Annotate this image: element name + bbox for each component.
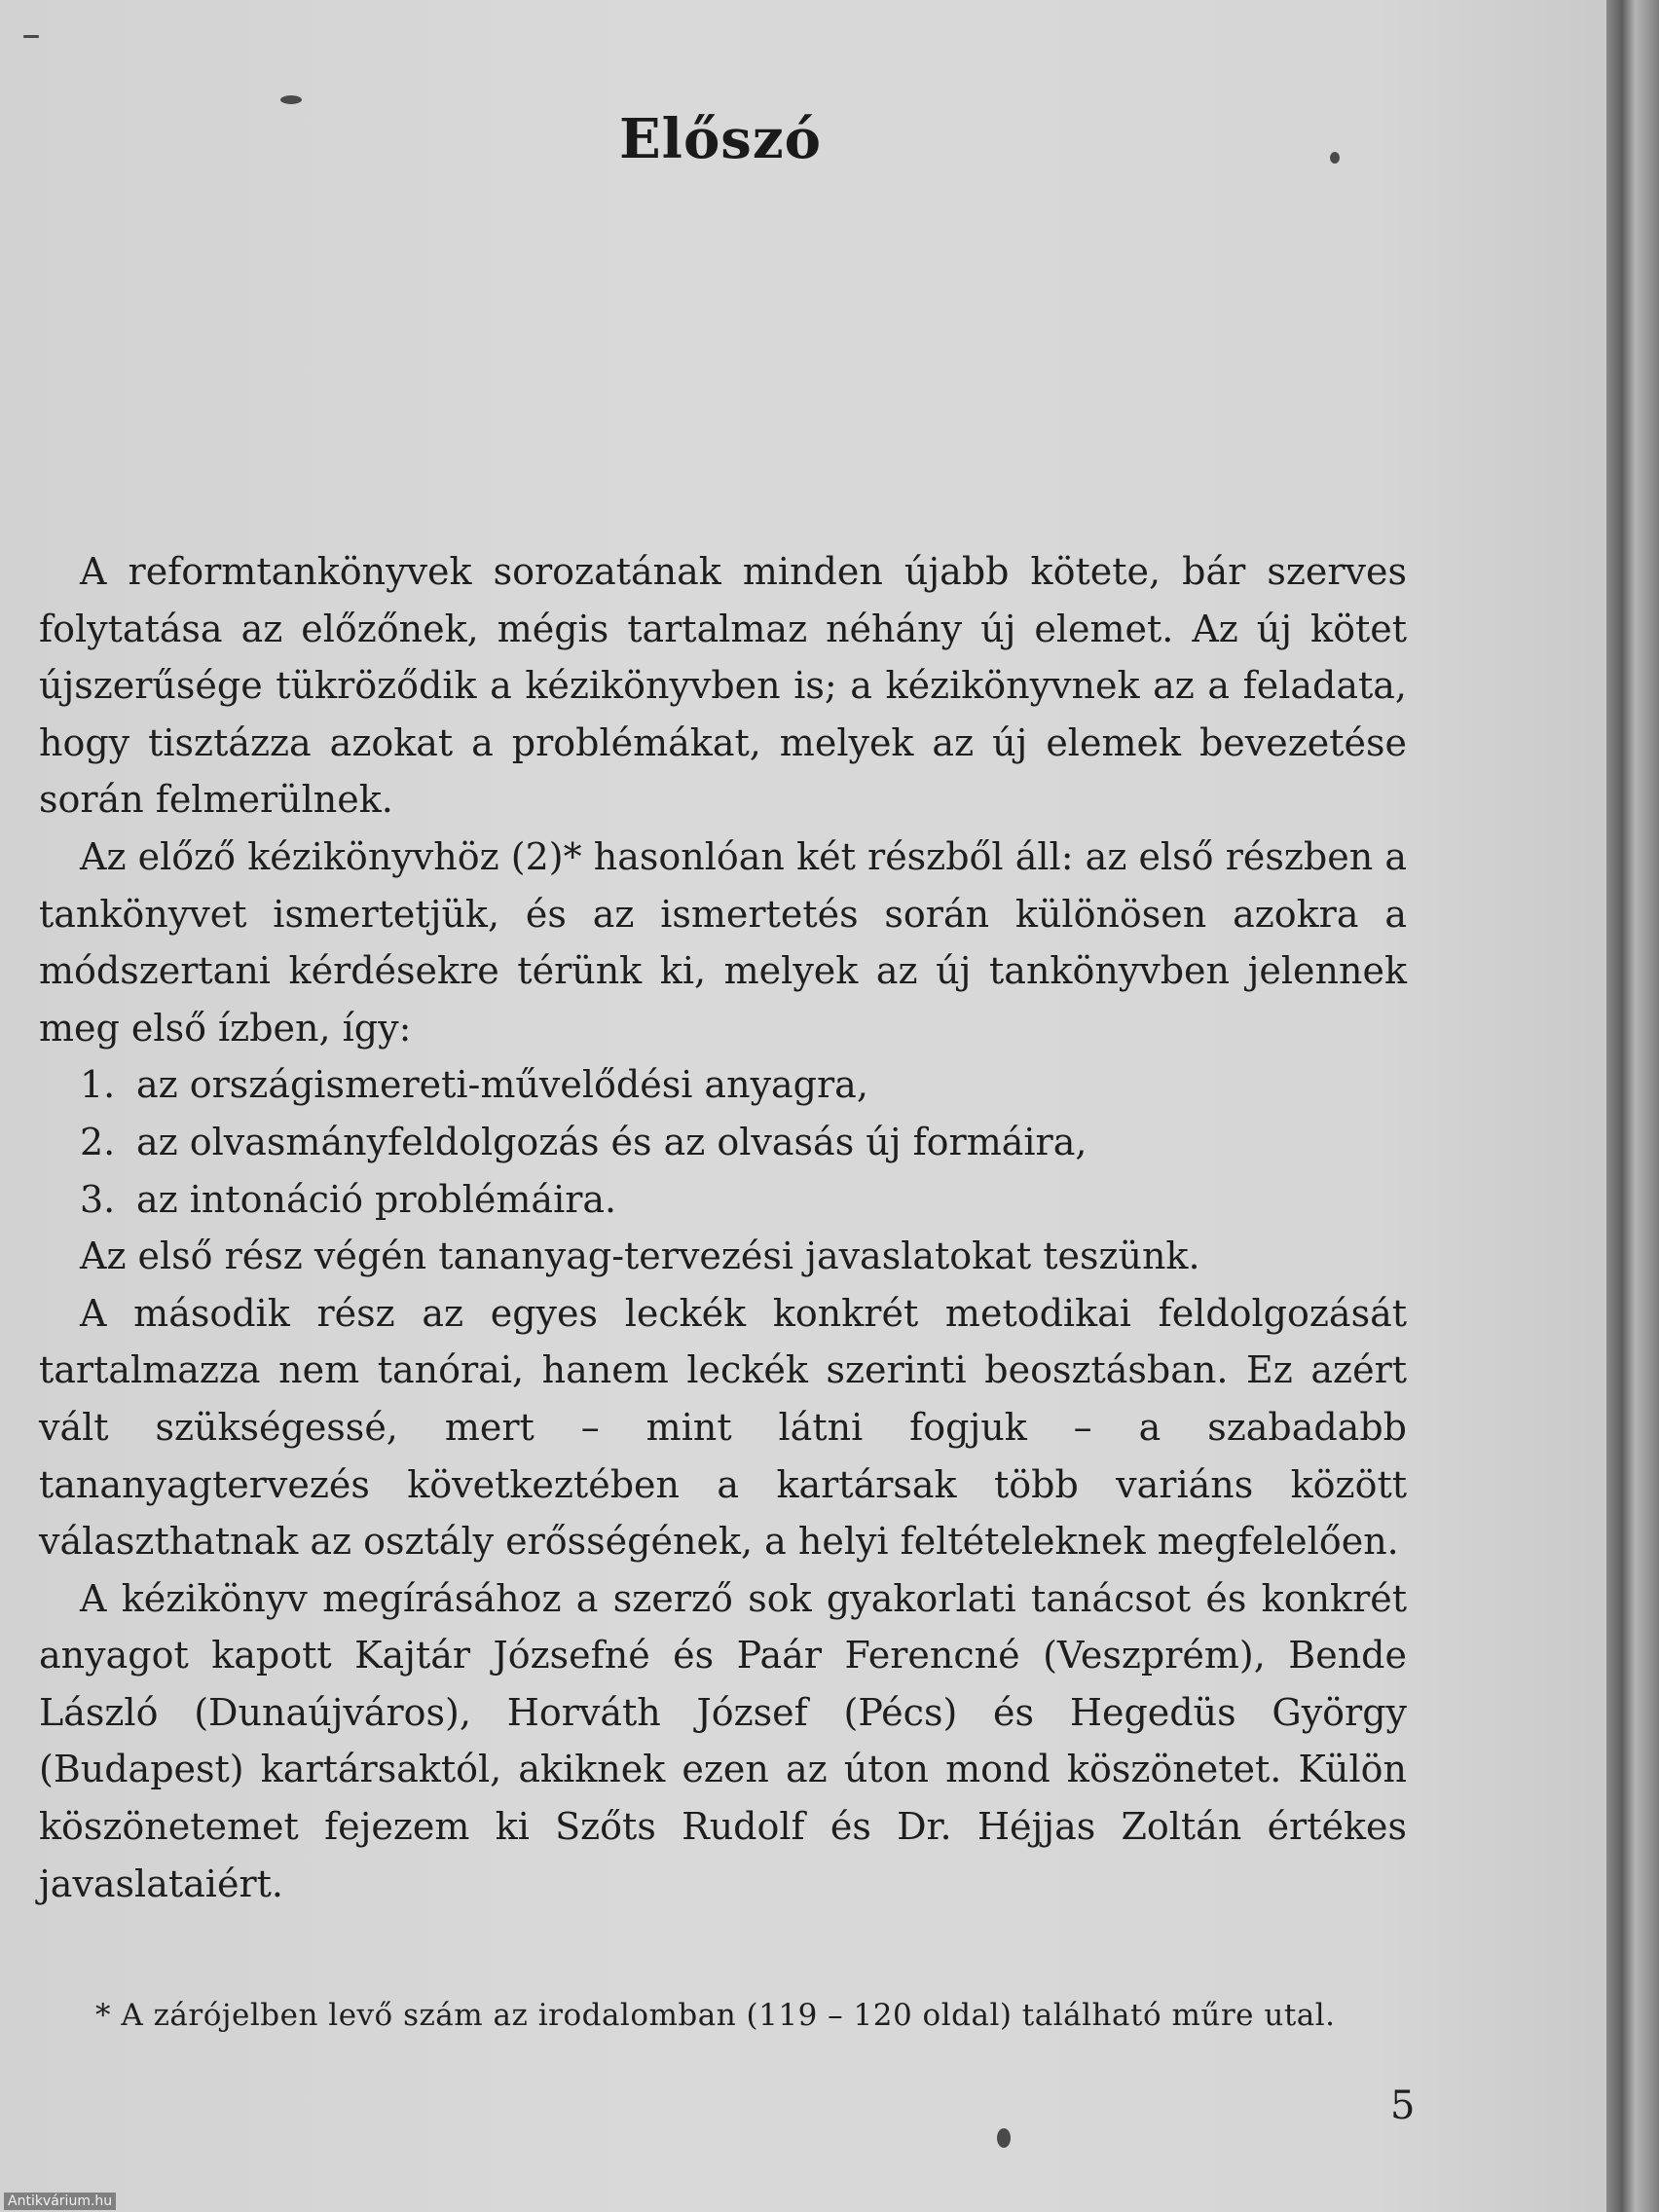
list-number: 2. [80,1120,116,1163]
list-text: az országismereti-művelődési anyagra, [136,1063,868,1107]
paragraph: A kézikönyv megírásához a szerző sok gyakorlati tanácsot és konkrét anyagot kapott Kajtár Józsefné és Paár Ferencné (Veszprém), Bende László (Dunaújváros), Horváth József (Pécs) és Hegedüs György (Budapest) kartársaktól, akiknek ezen az úton mond köszönetet. Külön köszönetemet fejezem ki Szőts Rudolf és Dr. Héjjas Zoltán értékes javaslataiért. [39,1576,1407,1905]
paragraph: A második rész az egyes leckék konkrét metodikai feldolgozását tartalmazza nem tanórai, hanem leckék szerinti beosztásban. Ez azért vált szükségessé, mert – mint látni fogjuk – a szabadabb tananyagtervezés következtében a kartársak több variáns között választhatnak az osztály erősségének, a helyi feltételeknek megfelelően. [39,1291,1407,1564]
topic-list [39,1056,1407,1228]
ink-speck [280,95,302,104]
paragraph: Az első rész végén tananyag-tervezési javaslatokat teszünk. [80,1235,1200,1278]
list-item [39,1171,1407,1229]
page-number: 5 [1390,2083,1416,2128]
footnote: * A zárójelben levő szám az irodalomban (119 – 120 oldal) található műre utal. [95,1998,1336,2033]
ink-speck [1330,152,1340,164]
list-item [39,1056,1407,1114]
list-number: 3. [80,1177,116,1221]
list-item [39,1114,1407,1171]
list-text: az olvasmányfeldolgozás és az olvasás új formáira, [136,1120,1088,1163]
preface-body [39,543,1407,1912]
watermark: Antikvárium.hu [4,2193,116,2210]
ink-speck [997,2128,1011,2148]
list-number: 1. [80,1063,116,1107]
paragraph: Az előző kézikönyvhöz (2)* hasonlóan két részből áll: az első részben a tankönyvet ismertetjük, és az ismertetés során különösen azokra a módszertani kérdésekre térünk ki, melyek az új tankönyvben jelennek meg első ízben, így: [39,834,1407,1050]
book-spine [1606,0,1659,2212]
paragraph: A reformtankönyvek sorozatának minden újabb kötete, bár szerves folytatása az előzőnek, mégis tartalmaz néhány új elemet. Az új kötet újszerűsége tükröződik a kézikönyvben is; a kézikönyvnek az a feladata, hogy tisztázza azokat a problémákat, melyek az új elemek bevezetése során felmerülnek. [39,550,1407,822]
ink-speck [23,35,39,38]
list-text: az intonáció problémáira. [136,1177,617,1221]
page-title: Előszó [619,106,822,171]
